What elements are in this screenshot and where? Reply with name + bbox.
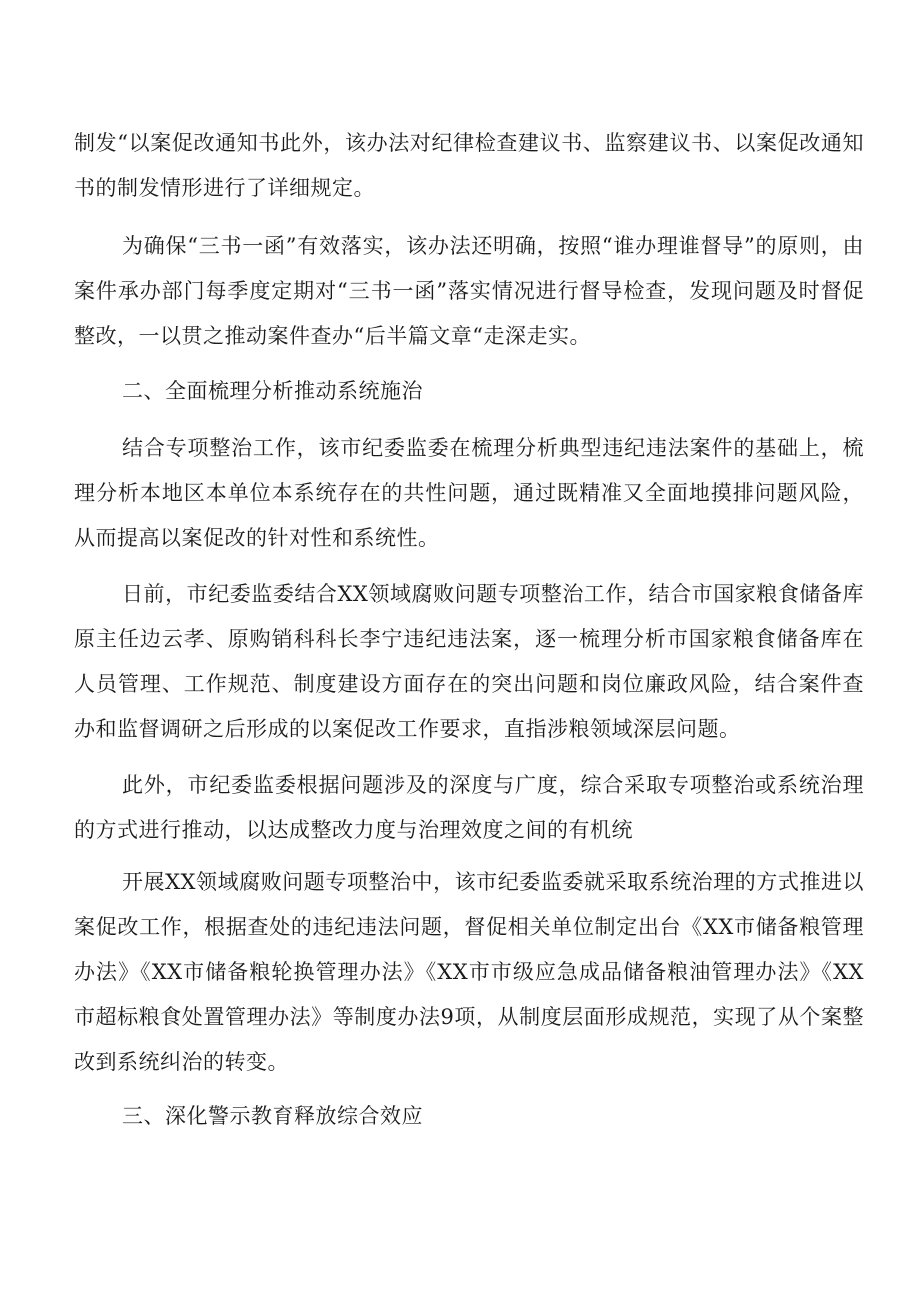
paragraph-notice-regulation: 制发“以案促改通知书此外，该办法对纪律检查建议书、监察建议书、以案促改通知书的制发情形进行了详细规定。 xyxy=(74,131,864,200)
paragraph-system-governance: 开展XX领域腐败问题专项整治中，该市纪委监委就采取系统治理的方式推进以案促改工作，根据查处的违纪违法问题，督促相关单位制定出台《XX市储备粮管理办法》《XX市储备粮轮换管理办法》《XX市市级应急成品储备粮油管理办法》《XX市超标粮食处置管理办法》等制度办法9项，从制度层面形成规范，实现了从个案整改到系统纠治的转变。 xyxy=(74,870,864,1074)
paragraph-three-books-one-letter: 为确保“三书一函”有效落实，该办法还明确，按照“谁办理谁督导”的原则，由案件承办部门每季度定期对“三书一函”落实情况进行督导检查，发现问题及时督促整改，一以贯之推动案件查办“后半篇文章“走深走实。 xyxy=(74,234,864,348)
paragraph-depth-breadth: 此外，市纪委监委根据问题涉及的深度与广度，综合采取专项整治或系统治理的方式进行推动，以达成整改力度与治理效度之间的有机统 xyxy=(74,773,864,842)
paragraph-special-rectification: 结合专项整治工作，该市纪委监委在梳理分析典型违纪违法案件的基础上，梳理分析本地区本单位本系统存在的共性问题，通过既精准又全面地摸排问题风险，从而提高以案促改的针对性和系统性。 xyxy=(74,436,864,550)
section-heading-3: 三、深化警示教育释放综合效应 xyxy=(122,1104,423,1128)
section-heading-2: 二、全面梳理分析推动系统施治 xyxy=(122,379,423,403)
paragraph-grain-reserve-case: 日前，市纪委监委结合XX领域腐败问题专项整治工作，结合市国家粮食储备库原主任边云孝、原购销科科长李宁违纪违法案，逐一梳理分析市国家粮食储备库在人员管理、工作规范、制度建设方面存在的突出问题和岗位廉政风险，结合案件查办和监督调研之后形成的以案促改工作要求，直指涉粮领域深层问题。 xyxy=(74,582,864,741)
